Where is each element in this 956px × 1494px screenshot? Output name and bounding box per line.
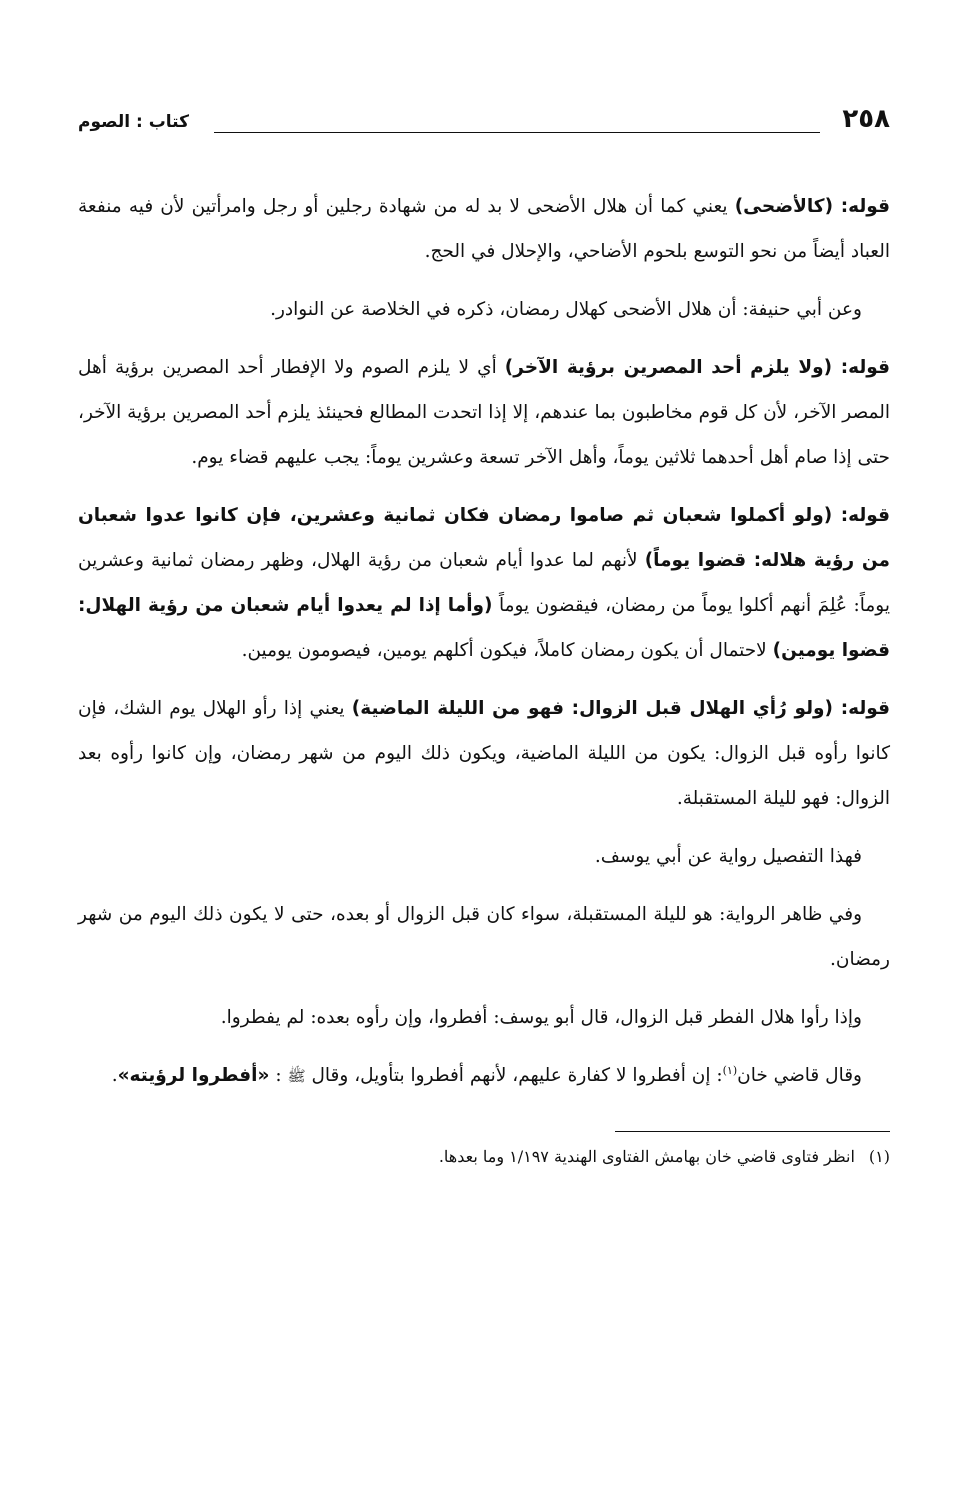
paragraph <box>78 1053 890 1099</box>
text-run: فهذا التفصيل رواية عن أبي يوسف. <box>594 846 862 867</box>
text-run: يعني كما أن هلال الأضحى لا بد له من شهادة رجلين أو رجل وامرأتين لأن فيه منفعة العباد أيضاً من نحو التوسع بلحوم الأضاحي، والإحلال في الحج. <box>78 196 890 262</box>
paragraph <box>78 892 890 982</box>
paragraph <box>78 493 890 673</box>
paragraph <box>78 287 890 332</box>
text-run: : <box>269 1065 288 1086</box>
text-run: لاحتمال أن يكون رمضان كاملاً، فيكون أكلهم يومين، فيصومون يومين. <box>241 640 773 661</box>
book-page <box>78 88 890 1468</box>
text-run: يعني إذا رأو الهلال يوم الشك، فإن كانوا رأوه قبل الزوال: يكون من الليلة الماضية، ويكون ذلك اليوم من شهر رمضان، وإن كانوا رأوه بعد الزوال: فهو لليلة المستقبلة. <box>78 698 890 809</box>
chapter-title: كتاب : الصوم <box>78 112 190 132</box>
text-run: وإذا رأوا هلال الفطر قبل الزوال، قال أبو يوسف: أفطروا، وإن رأوه بعده: لم يفطروا. <box>220 1007 862 1028</box>
running-header <box>78 88 890 148</box>
text-run: (وأما إذا لم يعدوا أيام شعبان من رؤية الهلال: قضوا يومين) <box>78 595 890 661</box>
paragraph <box>78 184 890 274</box>
footnote-number: (١) <box>868 1147 890 1166</box>
text-run: أي لا يلزم الصوم ولا الإفطار أحد المصرين برؤية أهل المصر الآخر، لأن كل قوم مخاطبون بما عندهم، إلا إذا اتحدت المطالع فحينئذ يلزم أحد المصرين برؤية الآخر، حتى إذا صام أهل أحدهما ثلاثين يوماً، وأهل الآخر تسعة وعشرين يوماً: يجب عليهم قضاء يوم. <box>77 357 890 468</box>
text-run: قوله: (ولو أكملوا شعبان ثم صاموا رمضان فكان ثمانية وعشرين، فإن كانوا عدوا شعبان من رؤية هلاله: قضوا يوماً) <box>78 505 890 571</box>
paragraph <box>78 686 890 821</box>
paragraph <box>78 995 890 1040</box>
footnote-rule <box>615 1131 890 1132</box>
footnote-marker: (١) <box>722 1063 738 1077</box>
text-run: : إن أفطروا لا كفارة عليهم، لأنهم أفطروا بتأويل، وقال <box>305 1065 723 1086</box>
paragraph <box>78 345 890 480</box>
text-run: قوله: (ولو رُأي الهلال قبل الزوال: فهو من الليلة الماضية) <box>351 698 890 719</box>
text-run: وقال قاضي خان <box>737 1065 862 1086</box>
footnote-text: انظر فتاوى قاضي خان بهامش الفتاوى الهندية ١/١٩٧ وما بعدها. <box>438 1147 855 1166</box>
text-run: قوله: (كالأضحى) <box>734 196 890 217</box>
text-run: . <box>111 1065 118 1086</box>
salawat-symbol: ﷺ <box>287 1067 306 1085</box>
page-number: ٢٥٨ <box>842 104 890 134</box>
text-run: وفي ظاهر الرواية: هو لليلة المستقبلة، سواء كان قبل الزوال أو بعده، حتى لا يكون ذلك اليوم من شهر رمضان. <box>78 904 890 970</box>
text-run: قوله: (ولا يلزم أحد المصرين برؤية الآخر) <box>504 357 890 378</box>
header-rule <box>214 132 820 133</box>
text-run: وعن أبي حنيفة: أن هلال الأضحى كهلال رمضان، ذكره في الخلاصة عن النوادر. <box>270 299 862 320</box>
footnotes <box>78 1131 890 1172</box>
footnote <box>78 1142 890 1172</box>
paragraph <box>78 834 890 879</box>
hadith-quote: «أفطروا لرؤيته» <box>117 1065 270 1086</box>
text-run: لأنهم لما عدوا أيام شعبان من رؤية الهلال، وظهر رمضان ثمانية وعشرين يوماً: عُلِمَ أنهم أكلوا يوماً من رمضان، فيقضون يوماً <box>78 550 890 616</box>
main-text <box>78 184 890 1099</box>
